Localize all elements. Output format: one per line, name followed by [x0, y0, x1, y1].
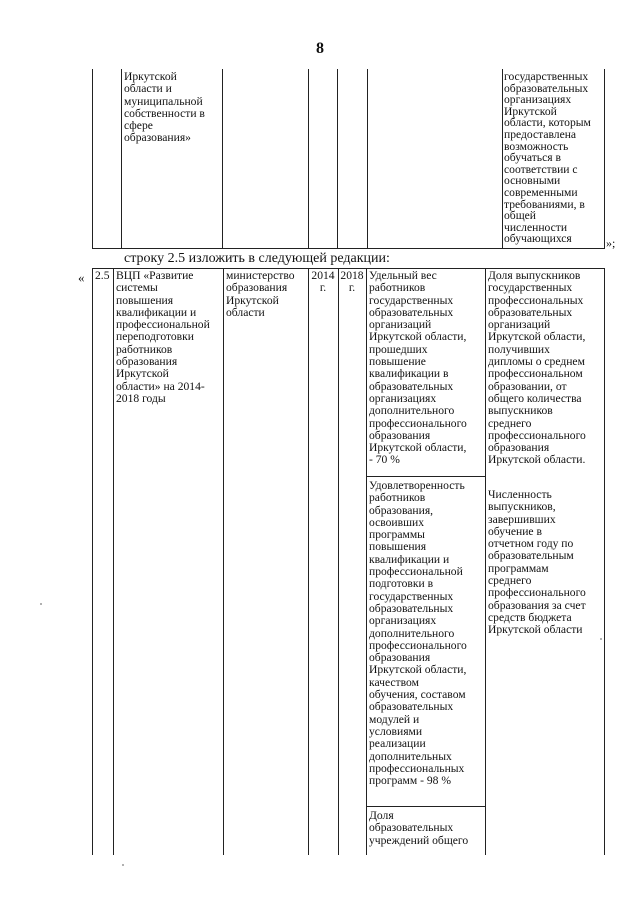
table-border	[92, 268, 93, 855]
top-col7-text: государственных образовательных организациях Иркутской области, которым предоставлена возможность обучаться в соответствии с основными современными требованиями, в общей численности обучающихся	[504, 70, 591, 246]
table-border	[308, 69, 309, 249]
table-border	[366, 268, 367, 855]
main-table	[92, 268, 604, 855]
page-number: 8	[316, 40, 324, 57]
executor: министерство образования Иркутской области	[226, 269, 295, 319]
program-name: ВЦП «Развитие системы повышения квалификации и профессиональной переподготовки работников образования Иркутской области» на 2014- 2018 годы	[116, 269, 210, 405]
table-border	[308, 268, 309, 855]
scan-speck	[122, 864, 124, 866]
indicator-3: Доля образовательных учреждений общего	[369, 809, 469, 847]
start-year: 2014 г.	[311, 269, 335, 295]
result-1: Доля выпускников государственных профессиональных образовательных организаций Иркутской области, получивших дипломы о среднем профессиональном образовании, от общего количества выпускников среднего профессионального образования Иркутской области.	[488, 269, 586, 467]
row-number: 2.5	[95, 269, 110, 282]
indicator-2: Удовлетворенность работников образования, освоивших программы повышения квалификации и профессиональной подготовки в государственных образовательных организациях дополнительного профессионального образования Иркутской области, качеством обучения, составом образовательных модулей и условиями реализации дополнительных профессиональных программ - 98 %	[369, 479, 467, 788]
table-border	[113, 268, 114, 855]
table-border	[604, 268, 605, 855]
top-table	[92, 69, 604, 249]
table-border	[223, 268, 224, 855]
table-border	[92, 248, 604, 249]
closing-quote: »;	[606, 236, 616, 250]
table-border	[121, 69, 122, 249]
indicator-1: Удельный вес работников государственных образовательных организаций Иркутской области, прошедших повышение квалификации в образовательных организациях дополнительного профессионального образования Иркутской области, - 70 %	[369, 269, 467, 467]
result-2: Численность выпускников, завершивших обучение в отчетном году по образовательным программам среднего профессионального образования за счет средств бюджета Иркутской области	[488, 488, 586, 637]
table-border	[338, 268, 339, 855]
table-border	[366, 806, 485, 807]
table-border	[92, 69, 93, 249]
table-border	[485, 268, 486, 855]
table-border	[604, 69, 605, 249]
scan-speck	[600, 638, 602, 640]
table-border	[222, 69, 223, 249]
scan-speck	[40, 603, 42, 605]
opening-quote: «	[78, 270, 85, 285]
top-col2-text: Иркутской области и муниципальной собственности в сфере образования»	[124, 70, 205, 145]
table-border	[502, 69, 503, 249]
table-border	[366, 476, 485, 477]
amendment-caption: строку 2.5 изложить в следующей редакции:	[124, 251, 390, 266]
table-border	[367, 69, 368, 249]
table-border	[337, 69, 338, 249]
end-year: 2018 г.	[340, 269, 364, 295]
